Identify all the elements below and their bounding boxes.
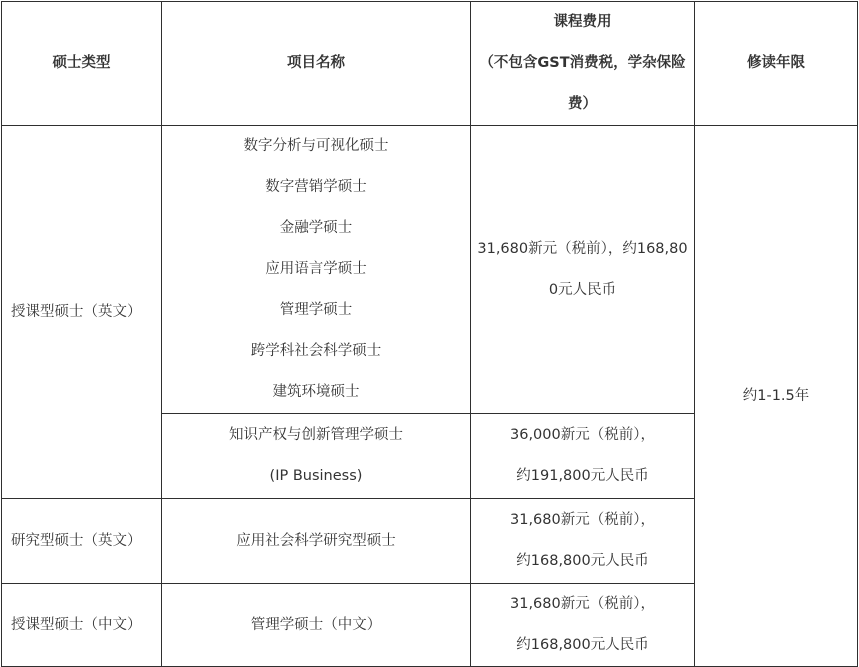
fee-line: 31,680新元（税前），: [510, 596, 655, 612]
header-fee-title: 课程费用: [553, 14, 612, 30]
degree-type-cell: 授课型硕士（英文）: [2, 126, 162, 499]
fees-table: [1, 1, 858, 667]
program-name: (IP Business): [269, 468, 363, 484]
program-name: 数字营销学硕士: [265, 179, 367, 195]
header-duration: 修读年限: [695, 2, 858, 126]
header-row: [2, 2, 858, 126]
program-name-cell: 应用社会科学研究型硕士: [162, 499, 471, 584]
header-program-name: 项目名称: [162, 2, 471, 126]
fee-line: 约191,800元人民币: [516, 468, 649, 484]
fee-line: 36,000新元（税前），: [510, 427, 655, 443]
degree-type-cell: 研究型硕士（英文）: [2, 499, 162, 584]
fee-line: 约168,800元人民币: [516, 553, 649, 569]
program-name: 数字分析与可视化硕士: [243, 138, 389, 154]
fee-cell: 31,680新元（税前），约168,800元人民币: [471, 126, 695, 414]
program-list-cell: [162, 414, 471, 499]
fee-cell: [471, 414, 695, 499]
degree-type-cell: 授课型硕士（中文）: [2, 584, 162, 667]
program-name: 金融学硕士: [279, 220, 353, 236]
header-fee-note: （不包含GST消费税，学杂保险费）: [479, 55, 686, 112]
fee-cell: [471, 499, 695, 584]
fee-line: 31,680新元（税前），: [510, 512, 655, 528]
header-degree-type: 硕士类型: [2, 2, 162, 126]
program-name: 管理学硕士: [279, 302, 353, 318]
program-name: 知识产权与创新管理学硕士: [229, 427, 403, 443]
program-name: 应用语言学硕士: [265, 261, 367, 277]
header-course-fee: [471, 2, 695, 126]
fee-line: 约168,800元人民币: [516, 637, 649, 653]
table-row: [2, 126, 858, 414]
program-name-cell: 管理学硕士（中文）: [162, 584, 471, 667]
fee-cell: [471, 584, 695, 667]
duration-cell: 约1-1.5年: [695, 126, 858, 667]
program-name: 跨学科社会科学硕士: [250, 343, 382, 359]
program-list-cell: [162, 126, 471, 414]
program-name: 建筑环境硕士: [272, 384, 360, 400]
